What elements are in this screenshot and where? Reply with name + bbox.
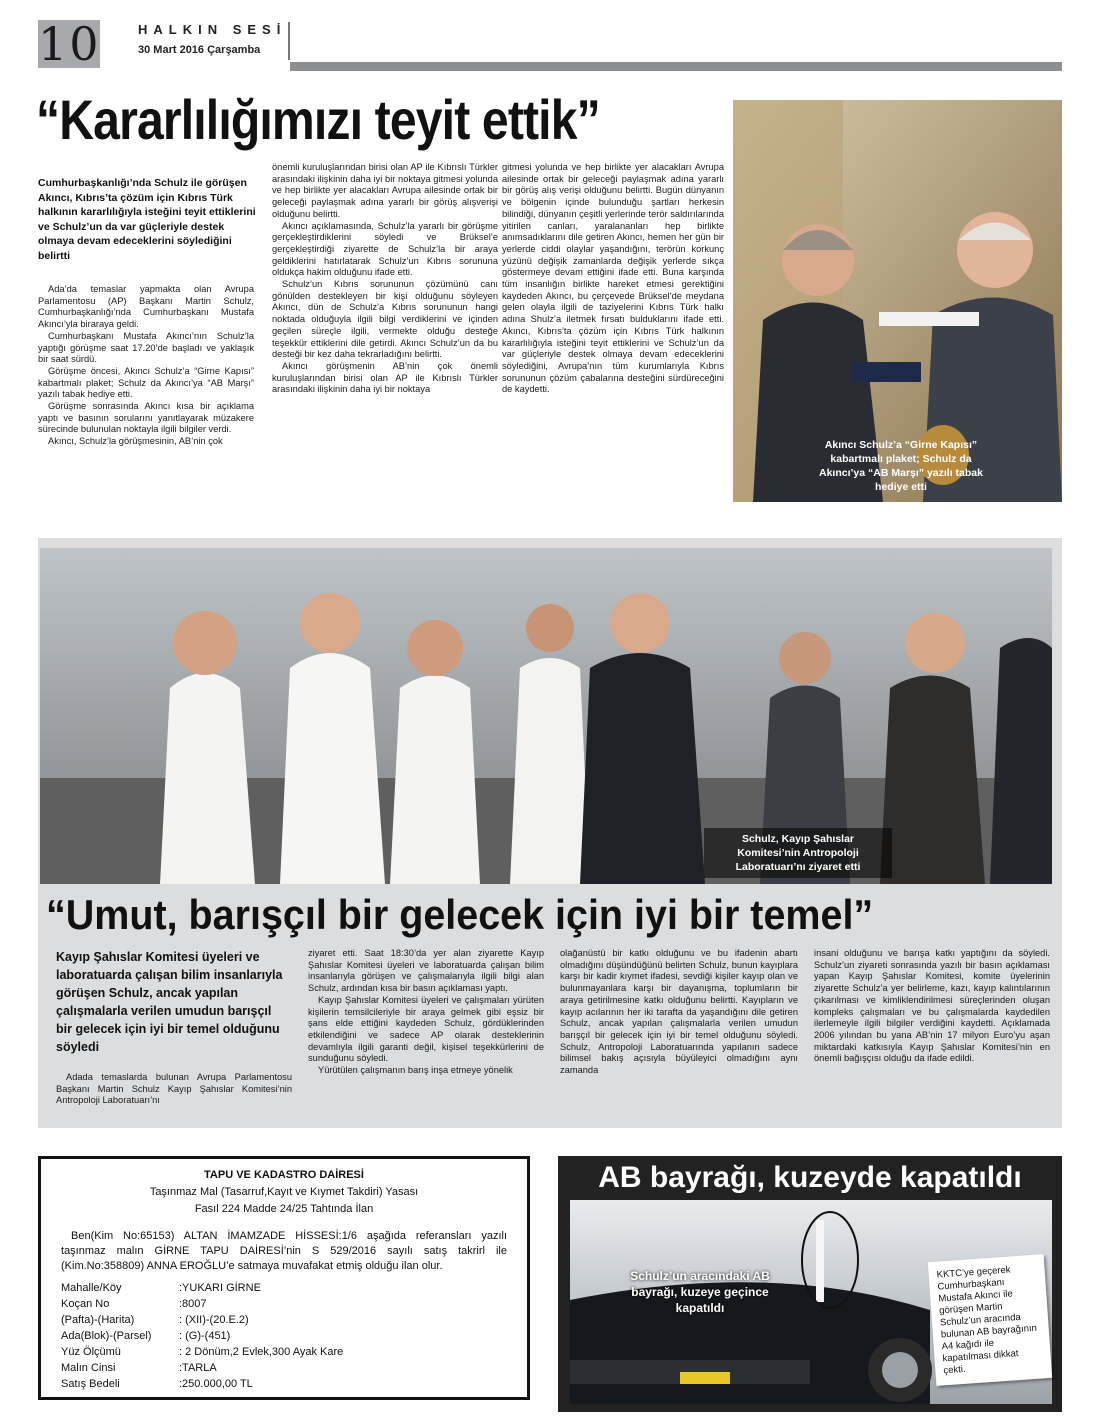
photo-lab-visit bbox=[40, 548, 1052, 884]
row-label: Koçan No bbox=[61, 1298, 110, 1310]
notice-row bbox=[61, 1329, 231, 1343]
notice-row bbox=[61, 1345, 344, 1359]
paragraph: Kayıp Şahıslar Komitesi üyeleri ve çalışmaları yürüten kişilerin temsilcileriyle bir araya gelmek gibi eşsiz bir şans elde ettiğini kaydeden Schulz, gördüklerinden etkilendiğini ve sadece AP olarak desteklerinin devamlıyla ilgili garanti değil, kişisel teşekkürlerini de sunduğunu söyledi. bbox=[308, 994, 544, 1064]
article2-headline: “Umut, barışçıl bir gelecek için iyi bir temel” bbox=[46, 891, 874, 938]
photo2-caption: Schulz, Kayıp Şahıslar Komitesi’nin Antropoloji Laboratuarı’nı ziyaret etti bbox=[704, 828, 892, 878]
page-number: 10 bbox=[38, 17, 101, 71]
row-value: : (G)-(451) bbox=[179, 1330, 231, 1342]
article1-column-2 bbox=[272, 162, 498, 396]
row-label: (Pafta)-(Harita) bbox=[61, 1314, 135, 1326]
photo1-caption: Akıncı Schulz’a “Girne Kapısı” kabartmalı plaket; Schulz da Akıncı’ya “AB Marşı” yazılı tabak hediye etti bbox=[819, 439, 983, 493]
paragraph: ziyaret etti. Saat 18:30’da yer alan ziyarette Kayıp Şahıslar Komitesi üyeleri ve laboratuarda çalışan bilim insanlarıyla görüşen ve çalışmalarıyla ilgili bilgi alan Schulz, ardından kısa bir basın açıklaması yaptı. bbox=[308, 948, 544, 994]
article2-lead: Kayıp Şahıslar Komitesi üyeleri ve laboratuarda çalışan bilim insanlarıyla görüşen Schulz, ancak yapılan çalışmalarla verilen umudun barışçıl bir gelecek için iyi bir temel olduğunu söyledi bbox=[56, 950, 283, 1054]
paragraph: olağanüstü bir katkı olduğunu ve bu ifadenin abartı olmadığını düşündüğünü belirten Schulz, bunun kayıplara karşı bir kadir kıymet ifadesi, sevdiği kişiler kayıp olan ve bulunmayanlara karşı bir dayanışma, toplumların bir araya getirilmesine katkı olduğunu belirtti. Kayıpların ve kayıp acılarının her iki tarafta da yaşandığını dile getiren Schulz, ancak yapılan çalışmalarla verilen umudun barışçıl bir gelecek için iyi bir temel olduğunu söyledi. Schulz, Antropoloji Laboratuarında yapılanın sadece bilimsel bakış açısıyla büyüleyici olmadığını aynı zamanda bbox=[560, 948, 798, 1076]
article1-column-3 bbox=[502, 162, 724, 396]
covered-flag bbox=[816, 1220, 824, 1302]
paragraph: Cumhurbaşkanı Mustafa Akıncı’nın Schulz’la yaptığı görüşme saat 17.20’de başladı ve yaklaşık bir saat sürdü. bbox=[38, 330, 254, 365]
paragraph: Akıncı, Schulz’la görüşmesinin, AB’nin çok bbox=[48, 436, 223, 447]
row-value: :YUKARI GİRNE bbox=[179, 1282, 261, 1294]
paragraph: Yürütülen çalışmanın barış inşa etmeye yönelik bbox=[318, 1065, 513, 1076]
paragraph: gitmesi yolunda ve hep birlikte yer alacakları Avrupa ailesinde ortak bir geleceği paylaşmak adına yararlı bir görüş alış verişi olduğunu belirtti. Bugün dünyanın ve bölgenin içinde bulunduğu şartları herkesin bilindiği, dünyanın çeşitli yerlerinde terör saldırılarında yitirilen canları, yaralananları hep birlikte anımsadıklarını dile getiren Akıncı, hemen her gün bir yerlerde ciddi olaylar yaşandığını, terörün korkunç yüzünü değişik zamanlarda değişik yerlerde sıkça göstermeye devam ettiğini ifade etti. Buna karşında tüm insanlığın birlikte hareket etmesi gerektiğini kaydeden Akıncı, bu çerçevede Brüksel’de meydana gelen olayla ilgili de taziyelerini Kıbrıs Türk halkı adına Shulz’a iletmek fırsatı bulduklarını ifade etti. Akıncı, Kıbrıs’ta çözüm için Kıbrıs Türk halkının kararlılığıyla isteğini teyit ettiklerini ve Schulz’un da var güçleriyle destek olmaya devam edeceklerini söylediğini, Avrupa’nın tüm kurumlarıyla Kıbrıs sorununun çözüm çabalarına desteğini sürdüreceğini de kaydetti. bbox=[502, 162, 724, 395]
issue-date: 30 Mart 2016 Çarşamba bbox=[138, 44, 261, 56]
notice-law: Taşınmaz Mal (Tasarruf,Kayıt ve Kıymet Takdiri) Yasası bbox=[149, 1186, 419, 1198]
paragraph: Ada’da temaslar yapmakta olan Avrupa Parlamentosu (AP) Başkanı Martin Schulz, Cumhurbaşkanlığı’nda Cumhurbaşkanı Mustafa Akıncı’yla biraraya geldi. bbox=[38, 284, 254, 330]
notice-row bbox=[61, 1313, 249, 1327]
row-value: : 2 Dönüm,2 Evlek,300 Ayak Kare bbox=[179, 1346, 344, 1358]
header-rule bbox=[290, 62, 1062, 71]
row-value: :8007 bbox=[179, 1298, 207, 1310]
article2-column-4 bbox=[814, 948, 1050, 1065]
paragraph: önemli kuruluşlarından birisi olan AP ile Kıbrıslı Türkler arasındaki ilişkinin daha iyi bir noktaya gitmesi yolunda ve hep birlikte yer alacakları Avrupa ailesinde ortak bir geleceği paylaşmak adına yararlı bir görüş alışverişi olduğunu belirtti. bbox=[272, 162, 498, 219]
article1-lead: Cumhurbaşkanlığı’nda Schulz ile görüşen Akıncı, Kıbrıs’ta çözüm için Kıbrıs Türk halkının kararlılığıyla isteğini teyit ettiklerini ve Schulz’un da var güçleriyle destek olmaya devam edeceklerini söylediğini belirtti bbox=[38, 177, 256, 262]
photo3-caption: Schulz’un aracındaki AB bayrağı, kuzeye geçince kapatıldı bbox=[630, 1269, 770, 1315]
paragraph: Akıncı açıklamasında, Schulz’la yararlı bir görüşme gerçekleştirdiklerini söyledi ve Brüksel’e gerçekleştirdiği ziyarette de Schulz’la bir araya geldiklerini hatırlatarak Schulz’un Kıbrıs sorununa oldukça hakim olduğunu ifade etti. bbox=[272, 220, 498, 278]
article3-headline: AB bayrağı, kuzeyde kapatıldı bbox=[598, 1161, 1022, 1194]
row-value: : (XII)-(20.E.2) bbox=[179, 1314, 249, 1326]
newspaper-masthead: HALKIN SESİ bbox=[138, 22, 287, 37]
notice-row bbox=[61, 1361, 217, 1375]
notice-row bbox=[61, 1281, 261, 1295]
land-registry-notice bbox=[38, 1156, 530, 1400]
paragraph: Görüşme sonrasında Akıncı kısa bir açıklama yaptı ve basının sorularını yanıtlayarak müzakere sürecinde bulunulan noktayla ilgili bilgiler verdi. bbox=[38, 401, 254, 435]
row-label: Yüz Ölçümü bbox=[61, 1346, 121, 1358]
row-label: Ada(Blok)-(Parsel) bbox=[61, 1330, 152, 1342]
row-value: :250.000,00 TL bbox=[179, 1378, 253, 1390]
photo-akinci-schulz bbox=[733, 100, 1062, 502]
article3-note: KKTC’ye geçerek Cumhurbaşkanı Mustafa Akıncı ile görüşen Martin Schulz’un aracında bulunan AB bayrağının A4 kağıdı ile kapatılması dikkat çekti. bbox=[928, 1254, 1052, 1386]
photo-illustration bbox=[40, 548, 1052, 884]
notice-article: Fasıl 224 Madde 24/25 Tahtında İlan bbox=[194, 1203, 374, 1215]
paragraph: Görüşme öncesi, Akıncı Schulz’a “Girne Kapısı” kabartmalı plaket; Schulz da Akıncı’ya “AB Marşı” yazılı tabak hediye etti. bbox=[38, 365, 254, 400]
paragraph: Akıncı görüşmenin AB’nin çok önemli kuruluşlarından birisi olan AP ile Kıbrıslı Türkler arasındaki ilişkinin daha iyi bir noktaya bbox=[272, 360, 498, 395]
notice-row bbox=[61, 1297, 207, 1311]
row-label: Malın Cinsi bbox=[61, 1362, 116, 1374]
article1-column-1 bbox=[38, 284, 254, 448]
row-label: Mahalle/Köy bbox=[61, 1282, 122, 1294]
notice-body: Ben(Kim No:65153) ALTAN İMAMZADE HİSSESİ:1/6 aşağıda referansları yazılı taşınmaz malın GİRNE TAPU DAİRESİ’nin S 529/2016 sayılı satış takrirl ile (Kim.No:358809) ANNA EROĞLU’e satmaya muvafakat etmiş olduğu ilan olur. bbox=[61, 1230, 507, 1272]
paragraph: Schulz’un Kıbrıs sorununun çözümünü canı gönülden destekleyen bir kişi olduğunu söyleyen Akıncı, dün de Schulz’a Kıbrıs sorununun hangi noktada olduğuyla ilgili bilgi verdiklerini ve içinden geçilen süreçle ilgili, vermekte olduğu desteğe teşekkür ettiklerini dile getirdi. Akıncı Schulz’un da bu desteği bir kez daha tekrarladığını belirtti. bbox=[272, 279, 498, 360]
article2-column-1 bbox=[56, 1072, 292, 1107]
notice-row bbox=[61, 1377, 253, 1391]
paragraph: Adada temaslarda bulunan Avrupa Parlamentosu Başkanı Martin Schulz Kayıp Şahıslar Komitesi’nin Antropoloji Laboratuarı’nı bbox=[56, 1072, 292, 1106]
article1-headline: “Kararlılığımızı teyit ettik” bbox=[36, 88, 600, 151]
article2-column-2 bbox=[308, 948, 544, 1077]
paragraph: insani olduğunu ve barışa katkı yaptığını da söyledi. Schulz’un ziyareti sonrasında yazılı bir basın açıklaması yapan Kayıp Şahıslar Komitesi, komite üyelerinin ziyarette Schulz’a yer belirleme, kazı, kayıp kalıntılarının çıkarılması ve kimliklendirilmesi süreçlerinden oluşan kompleks çalışmaları ve bu çalışmalarda kaydedilen ilerlemeyle ilgili bilgiler verdiğini kaydetti. Açıklamada 2006 yılından bu yana AB’nin 17 milyon Euro’yu aşan miktardaki katkısıyla Kayıp Şahıslar Komitesi’nin en önemli bağışçısı olduğu da ifade edildi. bbox=[814, 948, 1050, 1064]
article2-column-3 bbox=[560, 948, 798, 1077]
row-value: :TARLA bbox=[179, 1362, 217, 1374]
header-divider bbox=[288, 22, 290, 60]
row-label: Satış Bedeli bbox=[61, 1378, 120, 1390]
notice-title: TAPU VE KADASTRO DAİRESİ bbox=[204, 1169, 364, 1181]
